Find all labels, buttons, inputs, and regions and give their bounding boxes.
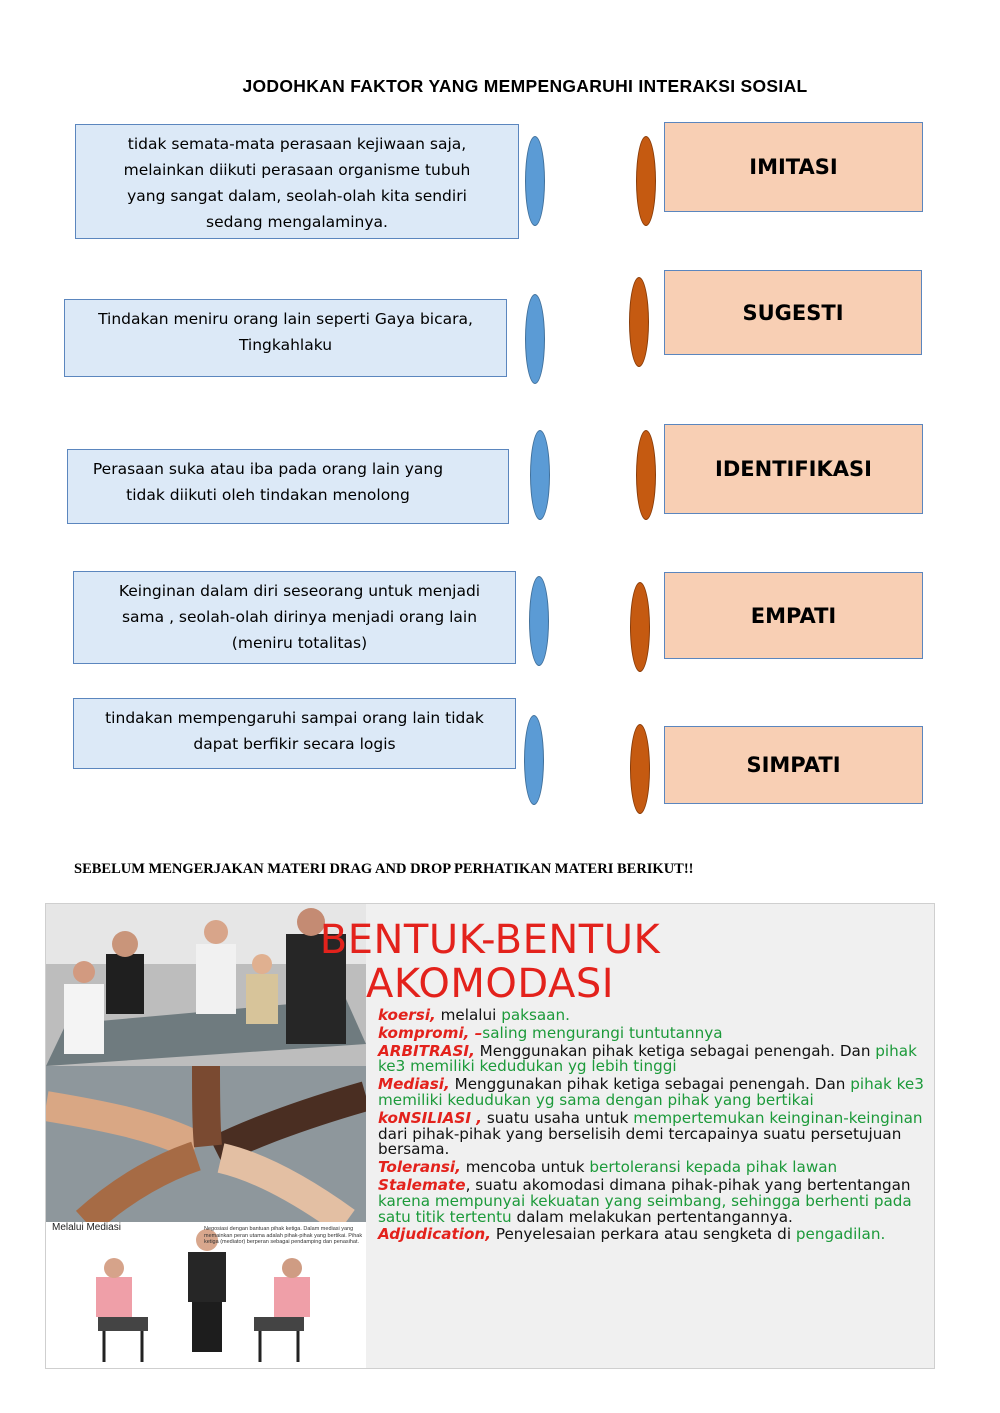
term-label: SIMPATI [746,753,841,777]
description-text: Tindakan meniru orang lain seperti Gaya bicara, Tingkahlaku [98,310,473,354]
akomodasi-item: koNSILIASI , suatu usaha untuk mempertemukan keinginan-keinginan dari pihak-pihak yang berselisih demi tercapainya suatu persetujuan bersama. [378,1108,923,1159]
description-card-3[interactable] [67,449,509,524]
akomodasi-title [260,918,720,1006]
connector-left-3[interactable] [530,430,550,520]
term-box-identifikasi[interactable] [664,424,923,514]
term-box-sugesti[interactable] [664,270,922,355]
description-text: Perasaan suka atau iba pada orang lain yang tidak diikuti oleh tindakan menolong [92,460,444,504]
description-card-1[interactable] [75,124,519,239]
notice-text: SEBELUM MENGERJAKAN MATERI DRAG AND DROP PERHATIKAN MATERI BERIKUT!! [74,861,694,877]
akomodasi-item: kompromi, –saling mengurangi tuntutannya [378,1023,723,1042]
description-text: tindakan mempengaruhi sampai orang lain tidak dapat berfikir secara logis [105,709,484,753]
term-box-simpati[interactable] [664,726,923,804]
description-card-5[interactable] [73,698,516,769]
connector-left-5[interactable] [524,715,544,805]
term-label: IMITASI [749,155,838,179]
akomodasi-title-line2: AKOMODASI [365,961,615,1007]
connector-right-2[interactable] [629,277,649,367]
connector-left-4[interactable] [529,576,549,666]
connector-right-5[interactable] [630,724,650,814]
connector-right-4[interactable] [630,582,650,672]
term-label: IDENTIFIKASI [715,457,872,481]
term-box-imitasi[interactable] [664,122,923,212]
akomodasi-item: Mediasi, Menggunakan pihak ketiga sebagai penengah. Dan pihak ke3 memiliki kedudukan yg sama dengan pihak yang bertikai [378,1075,924,1109]
akomodasi-item: ARBITRASI, Menggunakan pihak ketiga sebagai penengah. Dan pihak ke3 memiliki kedudukan yg lebih tinggi [378,1041,917,1076]
akomodasi-material-image [45,903,935,1369]
description-card-2[interactable] [64,299,507,377]
description-text: tidak semata-mata perasaan kejiwaan saja, melainkan diikuti perasaan organisme tubuh yang sangat dalam, seolah-olah kita sendiri sedang mengalaminya. [123,135,471,231]
akomodasi-item: Adjudication, Penyelesaian perkara atau sengketa di pengadilan. [378,1225,886,1244]
mediation-note: Negosiasi dengan bantuan pihak ketiga. Dalam mediasi yang memainkan peran utama adalah pihak-pihak yang bertikai. Pihak ketiga (mediator) berperan sebagai pendamping dan penasihat. [204,1226,363,1245]
description-card-4[interactable] [73,571,516,664]
akomodasi-item: Stalemate, suatu akomodasi dimana pihak-pihak yang bertentangan karena mempunyai kekuatan yang seimbang, sehingga berhenti pada satu titik tertentu dalam melakukan pertentangannya. [378,1175,912,1226]
term-label: EMPATI [750,603,837,628]
connector-left-1[interactable] [525,136,545,226]
term-box-empati[interactable] [664,572,923,659]
akomodasi-item: koersi, melalui paksaan. [378,1006,570,1024]
connector-left-2[interactable] [525,294,545,384]
hands-photo [46,1066,366,1222]
description-text: Keinginan dalam diri seseorang untuk menjadi sama , seolah-olah dirinya menjadi orang lain (meniru totalitas) [118,582,481,652]
mediation-caption: Melalui Mediasi [52,1222,121,1233]
akomodasi-list [378,1008,930,1245]
akomodasi-item: Toleransi, mencoba untuk bertoleransi kepada pihak lawan [378,1158,838,1177]
term-label: SUGESTI [742,300,844,325]
connector-right-3[interactable] [636,430,656,520]
page-title: JODOHKAN FAKTOR YANG MEMPENGARUHI INTERAKSI SOSIAL [242,76,808,96]
connector-right-1[interactable] [636,136,656,226]
akomodasi-title-line1: BENTUK-BENTUK [319,917,661,963]
